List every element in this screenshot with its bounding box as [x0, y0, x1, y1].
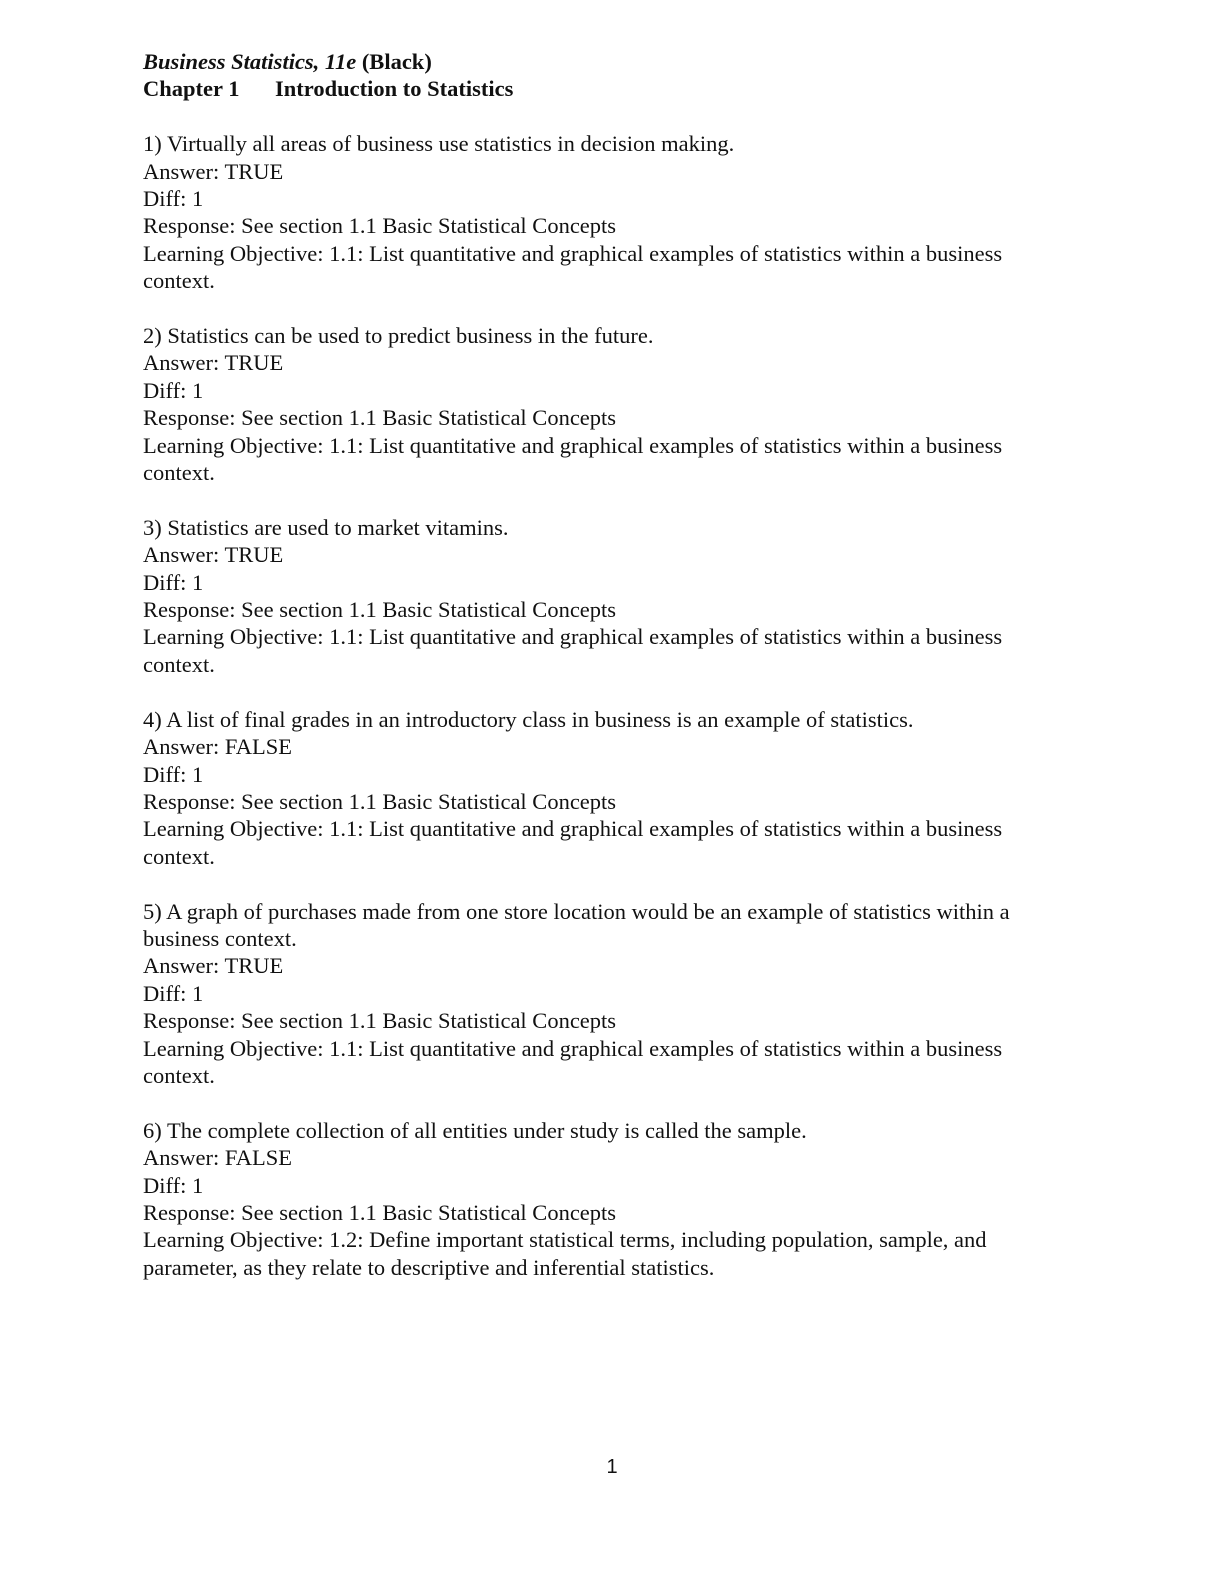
question-item: [143, 322, 1073, 486]
question-response: Response: See section 1.1 Basic Statistical Concepts: [143, 597, 617, 623]
question-difficulty: Diff: 1: [143, 377, 204, 403]
page-number: 1: [606, 1456, 618, 1478]
question-item: [143, 898, 1073, 1090]
question-response: Response: See section 1.1 Basic Statistical Concepts: [143, 213, 617, 239]
question-response: Response: See section 1.1 Basic Statistical Concepts: [143, 405, 617, 431]
question-item: [143, 514, 1073, 678]
question-difficulty: Diff: 1: [143, 186, 204, 212]
question-response: Response: See section 1.1 Basic Statistical Concepts: [143, 1008, 617, 1034]
question-prompt: 2) Statistics can be used to predict business in the future.: [143, 323, 654, 349]
question-answer: Answer: TRUE: [143, 158, 284, 184]
question-answer: Answer: FALSE: [143, 734, 292, 760]
question-answer: Answer: TRUE: [143, 953, 284, 979]
question-difficulty: Diff: 1: [143, 1172, 204, 1198]
question-prompt: 4) A list of final grades in an introductory class in business is an example of statistics.: [143, 706, 914, 732]
document-content: [143, 48, 1073, 1281]
question-response: Response: See section 1.1 Basic Statistical Concepts: [143, 788, 617, 814]
question-answer: Answer: FALSE: [143, 1145, 292, 1171]
question-difficulty: Diff: 1: [143, 980, 204, 1006]
question-response: Response: See section 1.1 Basic Statistical Concepts: [143, 1199, 617, 1225]
question-item: [143, 1117, 1073, 1281]
question-prompt: 5) A graph of purchases made from one store location would be an example of statistics within a business context.: [143, 898, 1010, 951]
book-title-line: [143, 48, 1073, 75]
question-prompt: 1) Virtually all areas of business use statistics in decision making.: [143, 131, 735, 157]
question-prompt: 6) The complete collection of all entities under study is called the sample.: [143, 1117, 807, 1143]
learning-objective: Learning Objective: 1.1: List quantitative and graphical examples of statistics within a business context.: [143, 1035, 1003, 1088]
question-answer: Answer: TRUE: [143, 350, 284, 376]
chapter-heading: [143, 75, 1073, 102]
learning-objective: Learning Objective: 1.2: Define important statistical terms, including population, sample, and parameter, as they relate to descriptive and inferential statistics.: [143, 1227, 987, 1280]
book-author: (Black): [361, 49, 432, 74]
question-answer: Answer: TRUE: [143, 542, 284, 568]
question-difficulty: Diff: 1: [143, 761, 204, 787]
question-item: [143, 706, 1073, 870]
question-prompt: 3) Statistics are used to market vitamins.: [143, 514, 509, 540]
chapter-title: Introduction to Statistics: [275, 76, 514, 102]
learning-objective: Learning Objective: 1.1: List quantitative and graphical examples of statistics within a business context.: [143, 816, 1003, 869]
chapter-number: Chapter 1: [143, 76, 240, 102]
question-item: [143, 130, 1073, 294]
question-difficulty: Diff: 1: [143, 569, 204, 595]
learning-objective: Learning Objective: 1.1: List quantitative and graphical examples of statistics within a business context.: [143, 624, 1003, 677]
learning-objective: Learning Objective: 1.1: List quantitative and graphical examples of statistics within a business context.: [143, 240, 1003, 294]
book-title: Business Statistics, 11e: [143, 49, 357, 74]
learning-objective: Learning Objective: 1.1: List quantitative and graphical examples of statistics within a business context.: [143, 432, 1003, 486]
